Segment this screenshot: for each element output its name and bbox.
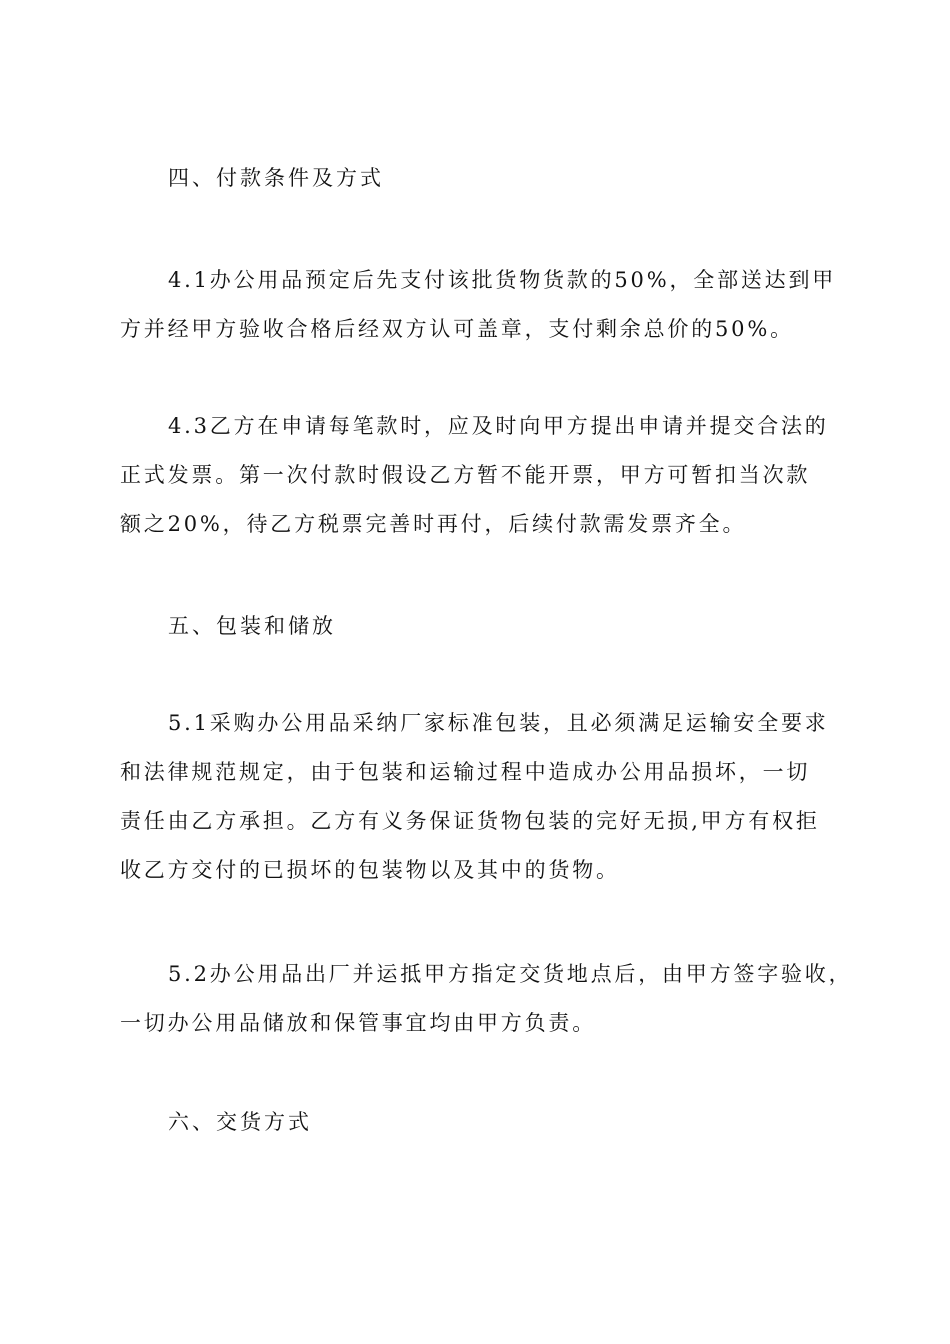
paragraph-line: 一切办公用品储放和保管事宜均由甲方负责。 [120, 1011, 596, 1035]
paragraph-line: 方并经甲方验收合格后经双方认可盖章，支付剩余总价的50%。 [120, 317, 794, 341]
section-heading-delivery: 六、交货方式 [168, 1110, 312, 1134]
paragraph-5-2 [120, 950, 853, 1048]
paragraph-line: 5.1采购办公用品采纳厂家标准包装，且必须满足运输安全要求 [168, 711, 829, 735]
section-heading-packaging: 五、包装和储放 [168, 614, 336, 638]
section-heading-payment: 四、付款条件及方式 [168, 166, 384, 190]
paragraph-line: 责任由乙方承担。乙方有义务保证货物包装的完好无损,甲方有权拒 [120, 809, 820, 833]
paragraph-line: 5.2办公用品出厂并运抵甲方指定交货地点后，由甲方签字验收， [168, 962, 853, 986]
paragraph-line: 收乙方交付的已损坏的包装物以及其中的货物。 [120, 858, 620, 882]
paragraph-line: 4.1办公用品预定后先支付该批货物货款的50%，全部送达到甲 [168, 268, 837, 292]
paragraph-4-3 [120, 402, 832, 549]
paragraph-4-1 [120, 256, 837, 354]
paragraph-line: 4.3乙方在申请每笔款时，应及时向甲方提出申请并提交合法的 [168, 414, 829, 438]
paragraph-line: 和法律规范规定，由于包装和运输过程中造成办公用品损坏，一切 [120, 760, 811, 784]
paragraph-5-1 [120, 699, 832, 895]
paragraph-line: 额之20%，待乙方税票完善时再付，后续付款需发票齐全。 [120, 512, 747, 536]
paragraph-line: 正式发票。第一次付款时假设乙方暂不能开票，甲方可暂扣当次款 [120, 463, 811, 487]
